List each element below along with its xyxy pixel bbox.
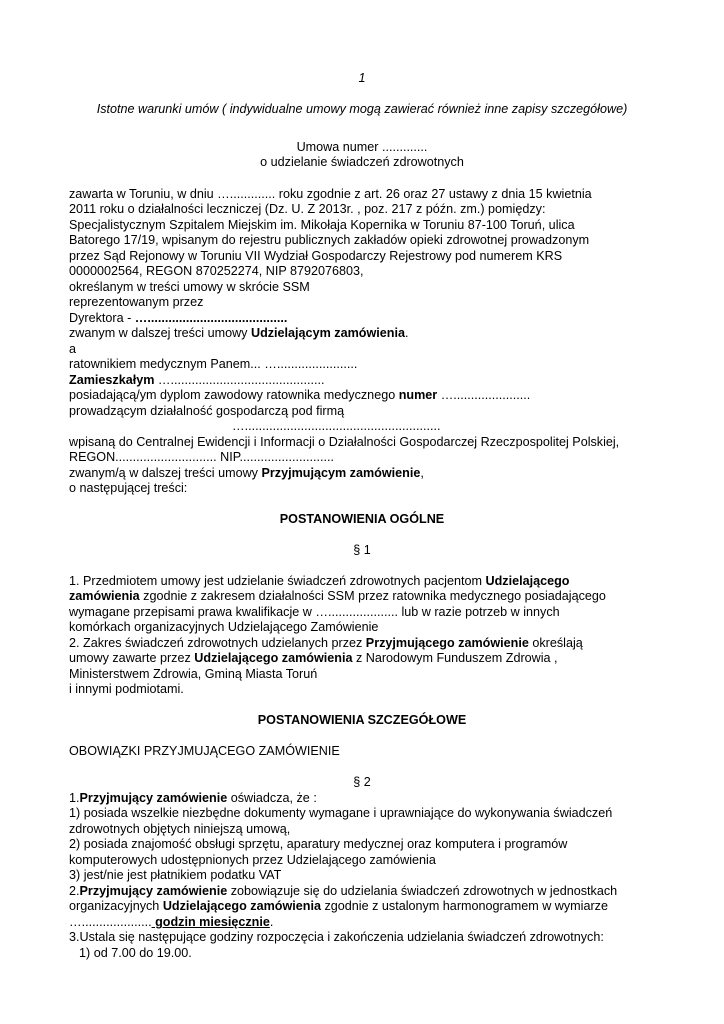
p2-line: 3.Ustala się następujące godziny rozpoczęcia i zakończenia udzielania świadczeń zdrowotnych: xyxy=(69,930,604,944)
p2-line: 1) od 7.00 do 19.00. xyxy=(79,946,192,960)
parties-line: Specjalistycznym Szpitalem Miejskim im. Mikołaja Kopernika w Toruniu 87-100 Toruń, ulica xyxy=(69,218,575,232)
contractor-term: Przyjmującym zamówienie xyxy=(261,466,421,480)
p2-line: 3) jest/nie jest płatnikiem podatku VAT xyxy=(69,868,282,882)
page-number: 1 xyxy=(358,71,366,85)
paragraph-symbol-2: § 2 xyxy=(353,775,371,789)
director-label: Dyrektora - xyxy=(69,311,135,325)
diploma-line xyxy=(69,388,530,404)
p1-term: zamówienia xyxy=(69,589,140,603)
parties-line: 0000002564, REGON 870252274, NIP 8792076803, xyxy=(69,264,364,278)
contractor-comma: , xyxy=(420,466,424,480)
ordering-party-dot: . xyxy=(404,326,409,340)
p2-line xyxy=(69,899,608,915)
intro-note: Istotne warunki umów ( indywidualne umowy mogą zawierać również inne zapisy szczegółowe) xyxy=(96,102,628,116)
regon-nip-line: REGON............................. NIP........................... xyxy=(69,450,334,464)
p2-line: komputerowych udostępnionych przez Udzielającego zamówienia xyxy=(69,853,436,867)
p1-text: 2. Zakres świadczeń zdrowotnych udzielanych przez xyxy=(69,636,366,650)
ordering-party-text: zwanym w dalszej treści umowy xyxy=(69,326,251,340)
diploma-number-blank: …...................... xyxy=(437,388,531,402)
business-line: prowadzącym działalność gospodarczą pod firmą xyxy=(69,404,345,418)
p1-text: umowy zawarte przez xyxy=(69,651,195,665)
parties-line: a xyxy=(69,342,77,356)
p2-line: 1) posiada wszelkie niezbędne dokumenty wymagane i uprawniające do wykonywania świadczeń xyxy=(69,806,613,820)
paramedic-line: ratownikiem medycznym Panem... …....................... xyxy=(69,357,358,371)
p1-term: Udzielającego xyxy=(485,574,570,588)
p1-term: Przyjmującego zamówienie xyxy=(365,636,529,650)
parties-line: o następującej treści: xyxy=(69,481,188,495)
p2-text: 2. xyxy=(69,884,80,898)
p1-line xyxy=(69,574,570,590)
p2-line xyxy=(69,791,317,807)
diploma-number-label: numer xyxy=(398,388,438,402)
contractor-text: zwanym/ą w dalszej treści umowy xyxy=(69,466,262,480)
residence-line xyxy=(69,373,324,389)
p2-text: organizacyjnych xyxy=(69,899,163,913)
parties-line: określanym w treści umowy w skrócie SSM xyxy=(69,280,310,294)
parties-line: 2011 roku o działalności leczniczej (Dz. U. Z 2013r. , poz. 217 z późn. zm.) pomiędzy: xyxy=(69,202,546,216)
ordering-party-line xyxy=(69,326,408,342)
p1-text: z Narodowym Funduszem Zdrowia , xyxy=(352,651,558,665)
p2-text: . xyxy=(269,915,274,929)
director-name-blank: …........................................ xyxy=(134,311,288,325)
residence-label: Zamieszkałym xyxy=(69,373,155,387)
p1-line: komórkach organizacyjnych Udzielającego Zamówienie xyxy=(69,620,379,634)
p1-term: Udzielającego zamówienia xyxy=(194,651,353,665)
p2-term: Udzielającego zamówienia xyxy=(162,899,321,913)
p1-line: Ministerstwem Zdrowia, Gminą Miasta Toruń xyxy=(69,667,318,681)
diploma-text: posiadającą/ym dyplom zawodowy ratownika medycznego xyxy=(69,388,399,402)
p2-line xyxy=(69,884,617,900)
obligations-heading: OBOWIĄZKI PRZYJMUJĄCEGO ZAMÓWIENIE xyxy=(69,744,340,758)
p1-line xyxy=(69,651,558,667)
parties-line: Batorego 17/19, wpisanym do rejestru publicznych zakładów opieki zdrowotnej prowadzonym xyxy=(69,233,590,247)
p2-term: Przyjmujący zamówienie xyxy=(79,791,228,805)
p2-term: Przyjmujący zamówienie xyxy=(79,884,228,898)
p2-text: oświadcza, że : xyxy=(227,791,317,805)
monthly-hours-term: godzin miesięcznie xyxy=(151,915,270,929)
registry-line: wpisaną do Centralnej Ewidencji i Informacji o Działalności Gospodarczej Rzeczpospolitej Polskiej, xyxy=(69,435,620,449)
parties-line: zawarta w Toruniu, w dniu …............. roku zgodnie z art. 26 oraz 27 ustawy z dnia 15 kwietnia xyxy=(69,187,592,201)
p2-line xyxy=(69,915,273,931)
p1-line xyxy=(69,589,606,605)
p1-text: określają xyxy=(528,636,583,650)
p1-text: 1. Przedmiotem umowy jest udzielanie świadczeń zdrowotnych pacjentom xyxy=(69,574,486,588)
p2-text: zobowiązuje się do udzielania świadczeń zdrowotnych w jednostkach xyxy=(227,884,618,898)
director-line xyxy=(69,311,287,327)
p2-text: zgodnie z ustalonym harmonogramem w wymiarze xyxy=(321,899,608,913)
paragraph-symbol-1: § 1 xyxy=(353,543,371,557)
p2-line: zdrowotnych objętych niniejszą umową, xyxy=(69,822,291,836)
p1-line xyxy=(69,636,583,652)
contractor-line xyxy=(69,466,424,482)
section-heading-detailed: POSTANOWIENIA SZCZEGÓŁOWE xyxy=(257,713,467,727)
p1-line: wymagane przepisami prawa kwalifikacje w ….................... lub w razie potrzeb w innych xyxy=(69,605,560,619)
parties-line: przez Sąd Rejonowy w Toruniu VII Wydział Gospodarczy Rejestrowy pod numerem KRS xyxy=(69,249,563,263)
contract-subject: o udzielanie świadczeń zdrowotnych xyxy=(260,155,464,169)
p1-text: zgodnie z zakresem działalności SSM przez ratownika medycznego posiadającego xyxy=(139,589,606,603)
p1-line: i innymi podmiotami. xyxy=(69,682,184,696)
p2-line: 2) posiada znajomość obsługi sprzętu, aparatury medycznej oraz komputera i programów xyxy=(69,837,568,851)
residence-blank: …............................................ xyxy=(154,373,325,387)
contract-title: Umowa numer ............. xyxy=(296,140,428,154)
firm-name-blank: …........................................................ xyxy=(232,419,441,433)
ordering-party-term: Udzielającym zamówienia xyxy=(250,326,405,340)
parties-line: reprezentowanym przez xyxy=(69,295,204,309)
hours-blank: ….................... xyxy=(69,915,152,929)
section-heading-general: POSTANOWIENIA OGÓLNE xyxy=(279,512,445,526)
p2-text: 1. xyxy=(69,791,80,805)
